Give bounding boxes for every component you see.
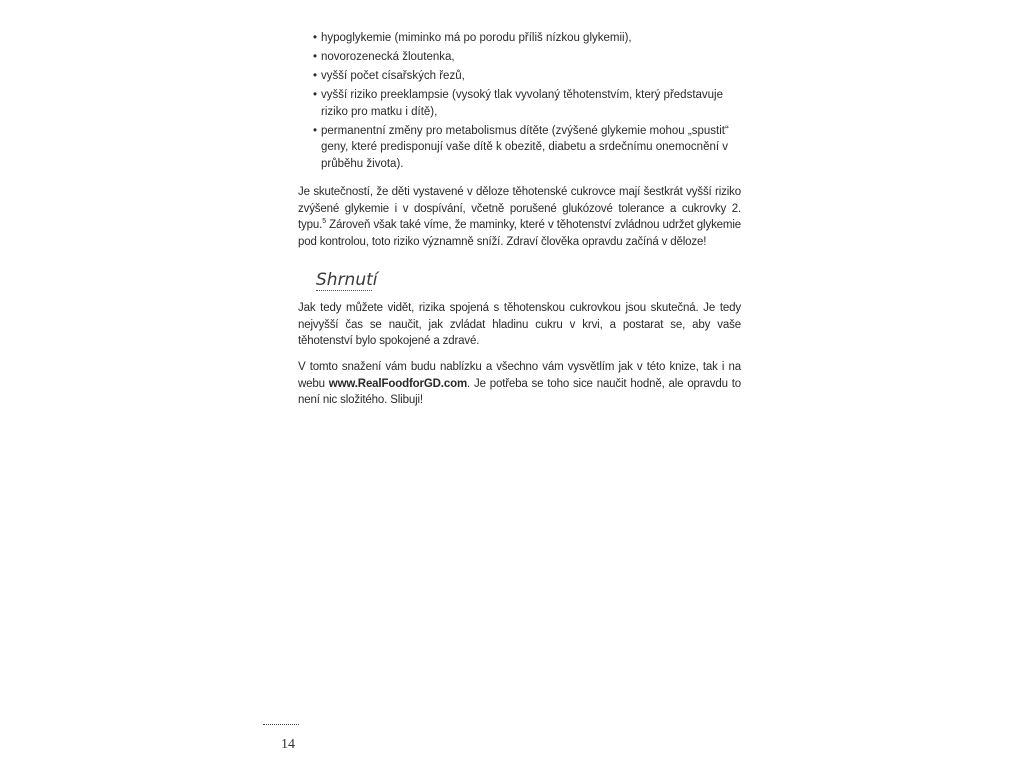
risk-list <box>313 30 733 175</box>
bullet-marker: • <box>313 32 318 44</box>
closing-paragraph-end: . Je potřeba se toho sice naučit hodně, ale opravdu to není nic složitého. Slibuji! <box>298 377 742 406</box>
bullet-marker: • <box>313 70 318 82</box>
risk-paragraph-continuation: Zároveň však také víme, že maminky, které v těhotenství zvládnou udržet glykemie pod kontrolou, toto riziko významně sníží. Zdraví člověka opravdu začíná v děloze! <box>298 219 741 248</box>
bullet-marker: • <box>313 124 318 137</box>
risk-paragraph <box>298 184 741 250</box>
website-link[interactable]: www.RealFoodforGD.com <box>328 377 468 390</box>
closing-paragraph-text: V tomto snažení vám budu nablízku a všechno vám vysvětlím jak v této knize, tak i na webu <box>298 361 741 390</box>
list-item-text: novorozenecká žloutenka, <box>321 51 455 63</box>
list-item-text: vyšší počet císařských řezů, <box>321 70 465 82</box>
list-item-text: hypoglykemie (miminko má po porodu příliš nízkou glykemii), <box>321 32 632 44</box>
list-item <box>313 87 733 120</box>
heading-dotted-underline <box>316 290 372 291</box>
list-item <box>313 68 733 85</box>
footer-dotted-rule <box>263 724 299 725</box>
footnote-marker: 5 <box>322 218 326 226</box>
list-item <box>313 123 733 173</box>
list-item-text: permanentní změny pro metabolismus dítěte (zvýšené glykemie mohou „spustit“ geny, které predisponují vaše dítě k obezitě, diabetu a srdečnímu onemocnění v průběhu života). <box>321 124 729 170</box>
summary-paragraph: Jak tedy můžete vidět, rizika spojená s těhotenskou cukrovkou jsou skutečná. Je tedy nejvyšší čas se naučit, jak zvládat hladinu cukru v krvi, a postarat se, aby vaše těhotenství bylo spokojené a zdravé. <box>298 302 741 347</box>
closing-paragraph <box>298 359 741 409</box>
risk-paragraph-text: Je skutečností, že děti vystavené v děloze těhotenské cukrovce mají šestkrát vyšší riziko zvýšené glykemie i v dospívání, včetně porušené glukózové tolerance a cukrovky 2. typu. <box>298 186 741 231</box>
page-number: 14 <box>281 737 295 752</box>
section-heading: Shrnutí <box>316 270 378 290</box>
list-item-text: vyšší riziko preeklampsie (vysoký tlak vyvolaný těhotenstvím, který představuje riziko pro matku i dítě), <box>321 89 724 118</box>
bullet-marker: • <box>313 51 318 63</box>
list-item <box>313 30 733 47</box>
bullet-marker: • <box>313 89 318 101</box>
list-item <box>313 49 733 66</box>
